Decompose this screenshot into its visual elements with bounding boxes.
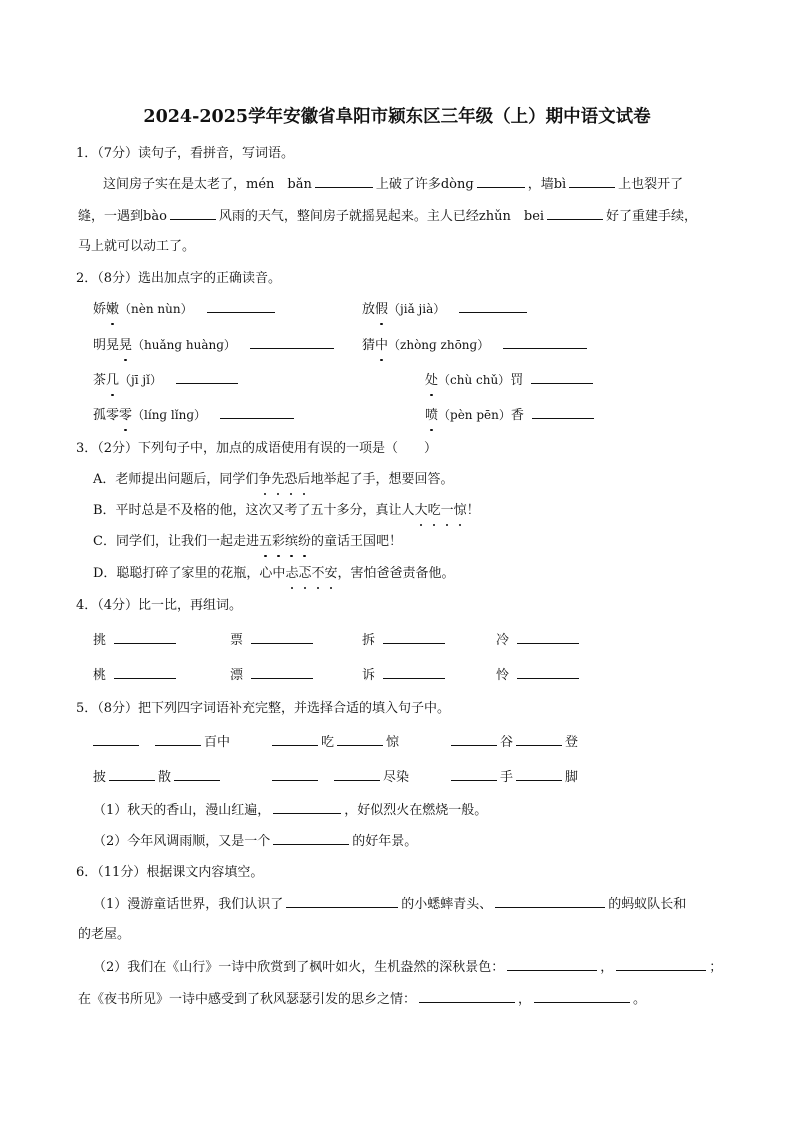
q2-item: 茶几（jī jǐ）: [93, 371, 241, 390]
dotted-idiom: 争先恐后: [258, 472, 311, 487]
q5-row2: 尽染: [272, 768, 409, 787]
answer-blank[interactable]: [251, 666, 313, 679]
q4-cell: 挑: [93, 631, 179, 650]
q4-cell: 拆: [362, 631, 448, 650]
q3-option-c[interactable]: C．同学们，让我们一起走进五彩缤纷的童话王国吧！: [93, 534, 403, 549]
answer-blank[interactable]: [451, 768, 497, 781]
page-title: 2024-2025学年安徽省阜阳市颍东区三年级（上）期中语文试卷: [143, 107, 651, 127]
q2-item: 猜中（zhònɡ zhōnɡ）: [362, 336, 590, 355]
q2-item: 喷（pèn pēn）香: [425, 406, 597, 425]
q5-sentence: （2）今年风调雨顺，又是一个 的好年景。: [93, 834, 418, 849]
q1-line1: [103, 175, 683, 194]
answer-blank[interactable]: [451, 733, 497, 746]
q1-text: 风雨的天气，整间房子就摇晃起来。主人已经zhǔn bei: [218, 209, 545, 224]
q4-cell: 漂: [230, 666, 316, 685]
answer-blank[interactable]: [114, 631, 176, 644]
answer-blank[interactable]: [315, 175, 373, 188]
q1-line3: 马上就可以动工了。: [78, 239, 196, 254]
answer-blank[interactable]: [459, 300, 527, 313]
q5-heading: 5．（8分）把下列四字词语补充完整，并选择合适的填入句子中。: [76, 701, 451, 716]
q1-text: 上也裂开了: [618, 177, 684, 192]
answer-blank[interactable]: [337, 733, 383, 746]
answer-blank[interactable]: [517, 666, 579, 679]
q1-text: 上破了许多dònɡ: [375, 177, 474, 192]
answer-blank[interactable]: [419, 990, 515, 1003]
dotted-idiom: 忐忑不安: [285, 566, 338, 581]
q2-item: 明晃晃（huǎnɡ huànɡ）: [93, 336, 337, 355]
q3-option-b[interactable]: B．平时总是不及格的他，这次又考了五十多分，真让人大吃一惊！: [93, 503, 480, 518]
answer-blank[interactable]: [155, 733, 201, 746]
answer-blank[interactable]: [174, 768, 220, 781]
answer-blank[interactable]: [220, 406, 294, 419]
q4-cell: 桃: [93, 666, 179, 685]
q6-line: 在《夜书所见》一诗中感受到了秋风瑟瑟引发的思乡之情： ， 。: [78, 992, 647, 1007]
answer-blank[interactable]: [531, 371, 593, 384]
answer-blank[interactable]: [534, 990, 630, 1003]
answer-blank[interactable]: [516, 733, 562, 746]
answer-blank[interactable]: [516, 768, 562, 781]
q5-row2: 手 脚: [451, 768, 578, 787]
q1-text: 缝，一遇到bào: [78, 209, 167, 224]
q3-option-a[interactable]: A．老师提出问题后，同学们争先恐后地举起了手，想要回答。: [93, 472, 454, 487]
q5-sentence: （1）秋天的香山，漫山红遍， ，好似烈火在燃烧一般。: [93, 803, 488, 818]
answer-blank[interactable]: [383, 631, 445, 644]
answer-blank[interactable]: [383, 666, 445, 679]
answer-blank[interactable]: [286, 895, 398, 908]
q6-line: （1）漫游童话世界，我们认识了 的小蟋蟀青头、 的蚂蚁队长和: [93, 897, 687, 912]
answer-blank[interactable]: [272, 768, 318, 781]
answer-blank[interactable]: [503, 336, 587, 349]
answer-blank[interactable]: [207, 300, 275, 313]
answer-blank[interactable]: [176, 371, 238, 384]
q2-item: 娇嫩（nèn nùn）: [93, 300, 278, 319]
q6-line: 的老屋。: [78, 927, 131, 942]
answer-blank[interactable]: [616, 958, 706, 971]
q5-row1: 百中: [93, 733, 230, 752]
q3-heading: 3．（2分）下列句子中，加点的成语使用有误的一项是（ ）: [76, 441, 438, 456]
answer-blank[interactable]: [114, 666, 176, 679]
answer-blank[interactable]: [547, 207, 603, 220]
answer-blank[interactable]: [477, 175, 525, 188]
q6-line: （2）我们在《山行》一诗中欣赏到了枫叶如火，生机盎然的深秋景色： ， ；: [93, 960, 723, 975]
q6-heading: 6．（11分）根据课文内容填空。: [76, 865, 264, 880]
dotted-idiom: 五彩缤纷: [258, 534, 312, 549]
q5-row1: 谷 登: [451, 733, 578, 752]
q2-heading: 2．（8分）选出加点字的正确读音。: [76, 271, 282, 286]
q4-cell: 冷: [496, 631, 582, 650]
q5-row2: 披 散: [93, 768, 223, 787]
answer-blank[interactable]: [109, 768, 155, 781]
q4-cell: 怜: [496, 666, 582, 685]
q1-text: ，墙bì: [527, 177, 567, 192]
q4-cell: 诉: [362, 666, 448, 685]
q1-line2: [78, 207, 697, 226]
q1-text: 这间房子实在是太老了，mén bǎn: [103, 177, 312, 192]
answer-blank[interactable]: [495, 895, 605, 908]
answer-blank[interactable]: [272, 733, 318, 746]
q3-option-d[interactable]: D．聪聪打碎了家里的花瓶，心中忐忑不安，害怕爸爸责备他。: [93, 566, 455, 581]
answer-blank[interactable]: [273, 832, 349, 845]
answer-blank[interactable]: [251, 631, 313, 644]
q4-heading: 4．（4分）比一比，再组词。: [76, 598, 243, 613]
answer-blank[interactable]: [507, 958, 597, 971]
q5-row1: 吃 惊: [272, 733, 399, 752]
answer-blank[interactable]: [532, 406, 594, 419]
q1-text: 好了重建手续，: [606, 209, 698, 224]
answer-blank[interactable]: [93, 733, 139, 746]
q2-item: 孤零零（línɡ lǐnɡ）: [93, 406, 297, 425]
answer-blank[interactable]: [170, 207, 216, 220]
answer-blank[interactable]: [569, 175, 615, 188]
q2-item: 处（chù chǔ）罚: [425, 371, 596, 390]
answer-blank[interactable]: [273, 801, 341, 814]
answer-blank[interactable]: [250, 336, 334, 349]
dotted-idiom: 大吃一惊: [414, 503, 467, 518]
answer-blank[interactable]: [517, 631, 579, 644]
answer-blank[interactable]: [334, 768, 380, 781]
q2-item: 放假（jiǎ jià）: [362, 300, 530, 319]
q4-cell: 票: [230, 631, 316, 650]
q1-heading: 1．（7分）读句子，看拼音，写词语。: [76, 146, 295, 161]
